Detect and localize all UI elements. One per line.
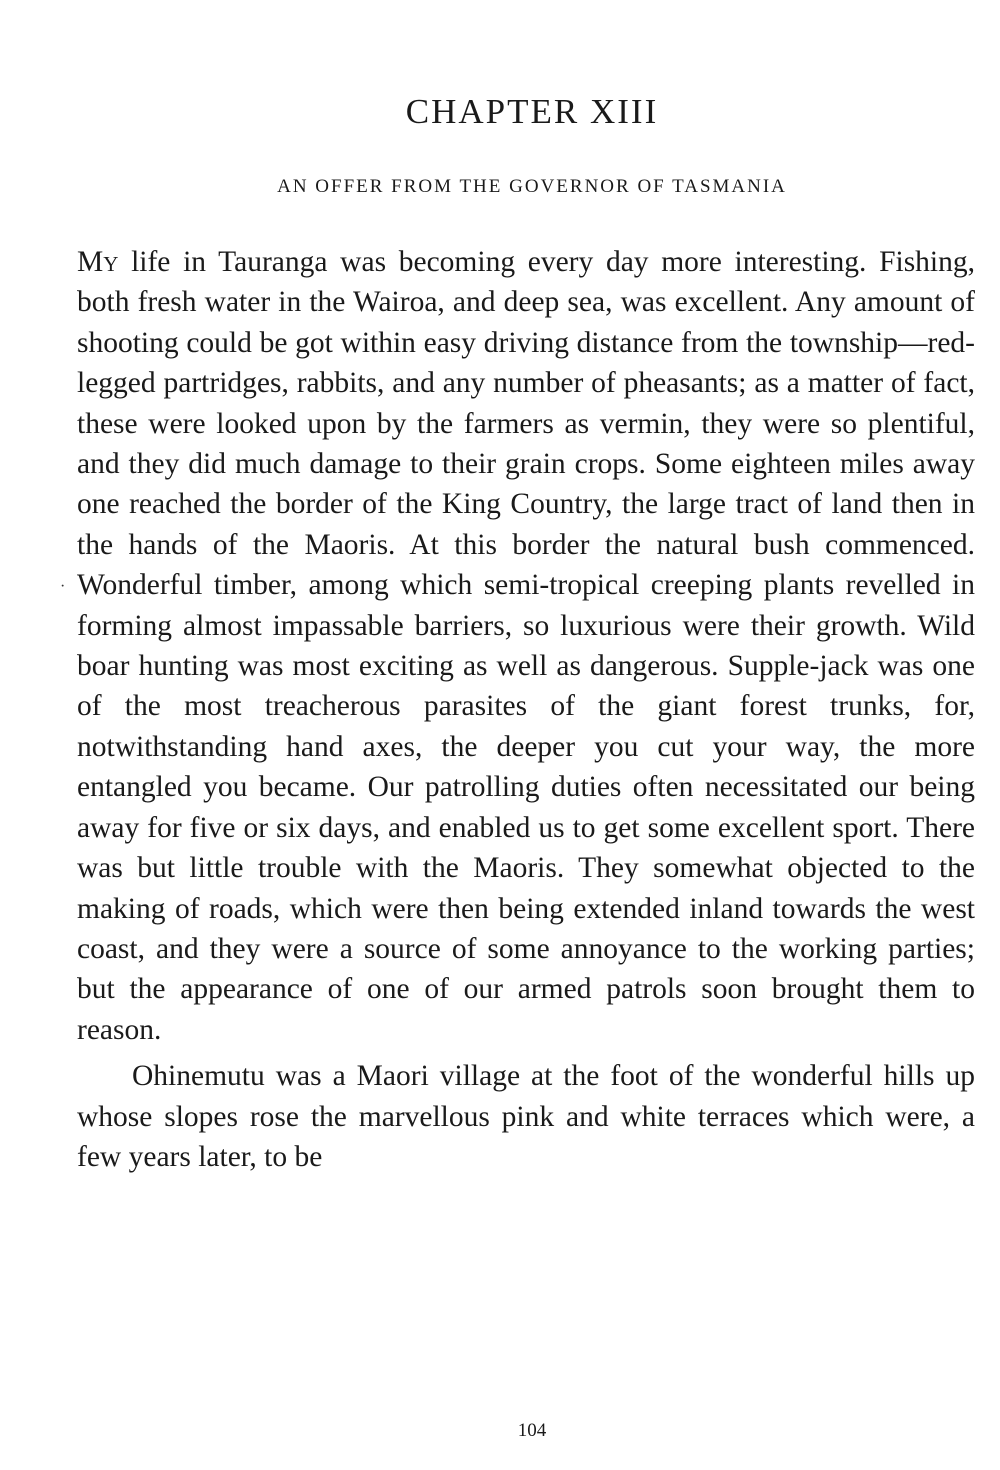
chapter-title: CHAPTER XIII — [405, 92, 659, 131]
chapter-subtitle: AN OFFER FROM THE GOVERNOR OF TASMANIA — [277, 176, 787, 197]
page-number: 104 — [517, 1420, 547, 1441]
paragraph-1-first-word: My — [77, 246, 119, 278]
body-text — [77, 242, 975, 1177]
paragraph-1-text: life in Tauranga was becoming every day more interesting. Fishing, both fresh water in the Wairoa, and deep sea, was excellent. Any amount of shooting could be got within easy driving distance from the township—red-legged partridges, rabbits, and any number of pheasants; as a matter of fact, these were looked upon by the farmers as vermin, they were so plentiful, and they did much damage to their grain crops. Some eighteen miles away one reached the border of the King Country, the large tract of land then in the hands of the Maoris. At this border the natural bush commenced. Wonderful timber, among which semi-tropical creeping plants revelled in forming almost impassable barriers, so luxurious were their growth. Wild boar hunting was most exciting as well as dangerous. Supple-jack was one of the most treacherous parasites of the giant forest trunks, for, notwithstanding hand axes, the deeper you cut your way, the more entangled you became. Our patrolling duties often necessitated our being away for five or six days, and enabled us to get some excellent sport. There was but little trouble with the Maoris. They somewhat objected to the making of roads, which were then being extended inland towards the west coast, and they were a source of some annoyance to the working parties; but the appearance of one of our armed patrols soon brought them to reason. — [77, 246, 975, 1046]
margin-mark: · — [60, 578, 66, 595]
paragraph-1 — [77, 242, 975, 1050]
paragraph-2: Ohinemutu was a Maori village at the foot of the wonderful hills up whose slopes rose the marvellous pink and white terraces which were, a few years later, to be — [77, 1060, 975, 1173]
